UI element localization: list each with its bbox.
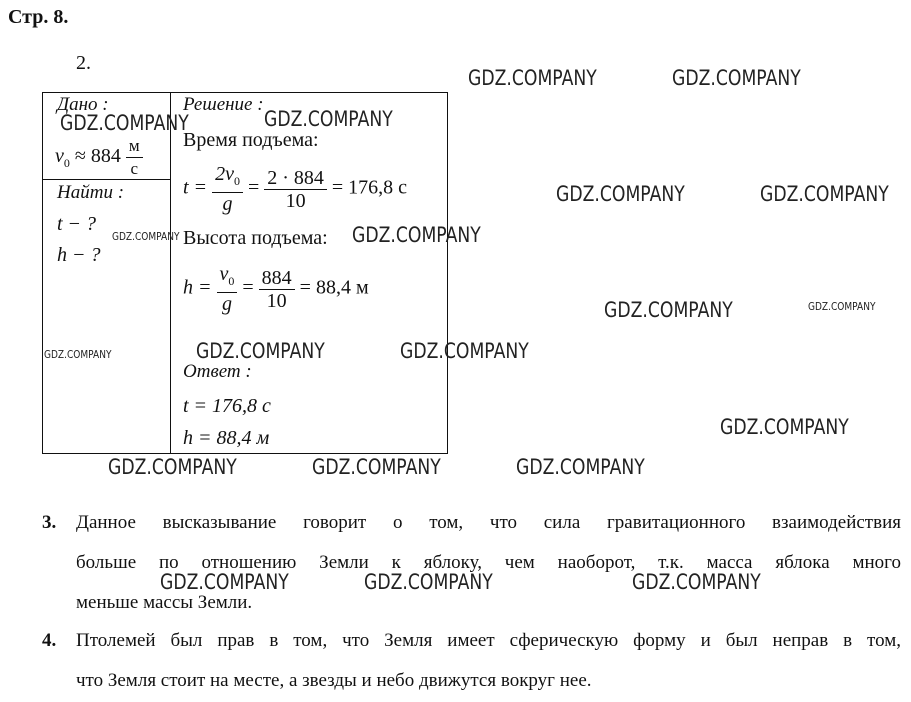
watermark: GDZ.COMPANY [760, 182, 889, 206]
find-label: Найти : [57, 182, 125, 203]
page-title: Стр. 8. [8, 6, 69, 28]
given-label: Дано : [57, 94, 109, 115]
height-fraction-numeric: $\frac{884}{10}$ [259, 267, 295, 312]
watermark: GDZ.COMPANY [44, 348, 112, 361]
solution-table [42, 92, 448, 454]
height-fraction-symbolic: $\frac{v_0}{g}$ [217, 263, 238, 315]
time-formula: t = $\frac{2v_0}{g}$ = $\frac{2 \cdot 884}{10}$ = 176,8 с [183, 163, 408, 215]
watermark: GDZ.COMPANY [312, 455, 441, 479]
watermark: GDZ.COMPANY [672, 66, 801, 90]
given-unit-fraction: $\frac{м}{с}$ [126, 135, 143, 180]
watermark: GDZ.COMPANY [604, 298, 733, 322]
watermark: GDZ.COMPANY [516, 455, 645, 479]
watermark: GDZ.COMPANY [196, 339, 325, 363]
height-formula: h = $\frac{v_0}{g}$ = $\frac{884}{10}$ = 88,4 м [183, 263, 369, 315]
task-3-text [76, 503, 901, 623]
answer-t: t = 176,8 с [183, 395, 271, 417]
table-divider-vertical [170, 93, 171, 453]
find-h: h − ? [57, 244, 101, 266]
time-fraction-numeric: $\frac{2 \cdot 884}{10}$ [264, 167, 327, 212]
task-2-number: 2. [76, 52, 91, 74]
given-v0: $v_0 \approx 884$ $\frac{м}{с}$ [55, 135, 143, 180]
watermark: GDZ.COMPANY [400, 339, 529, 363]
solution-label: Решение : [183, 94, 264, 115]
task-4-line: что Земля стоит на месте, а звезды и небо движутся вокруг нее. [76, 670, 592, 691]
find-t: t − ? [57, 213, 97, 235]
height-title: Высота подъема: [183, 227, 328, 249]
watermark: GDZ.COMPANY [364, 570, 493, 594]
watermark: GDZ.COMPANY [352, 223, 481, 247]
watermark: GDZ.COMPANY [808, 300, 876, 313]
watermark: GDZ.COMPANY [160, 570, 289, 594]
task-3-line: больше по отношению Земли к яблоку, чем наоборот, т.к. масса яблока много [76, 552, 901, 573]
task-3-line: меньше массы Земли. [76, 592, 253, 613]
time-title: Время подъема: [183, 129, 319, 151]
answer-label: Ответ : [183, 361, 252, 382]
task-4-line: Птолемей был прав в том, что Земля имеет сферическую форму и был неправ в том, [76, 630, 901, 651]
watermark: GDZ.COMPANY [112, 230, 180, 243]
watermark: GDZ.COMPANY [264, 107, 393, 131]
watermark: GDZ.COMPANY [108, 455, 237, 479]
watermark: GDZ.COMPANY [720, 415, 849, 439]
task-4-text [76, 621, 901, 701]
watermark: GDZ.COMPANY [60, 111, 189, 135]
answer-h: h = 88,4 м [183, 427, 270, 449]
task-4-number: 4. [42, 630, 57, 651]
watermark: GDZ.COMPANY [632, 570, 761, 594]
task-3-number: 3. [42, 512, 57, 533]
task-3-line: Данное высказывание говорит о том, что сила гравитационного взаимодействия [76, 512, 901, 533]
time-fraction-symbolic: $\frac{2v_0}{g}$ [212, 163, 243, 215]
watermark: GDZ.COMPANY [556, 182, 685, 206]
watermark: GDZ.COMPANY [468, 66, 597, 90]
